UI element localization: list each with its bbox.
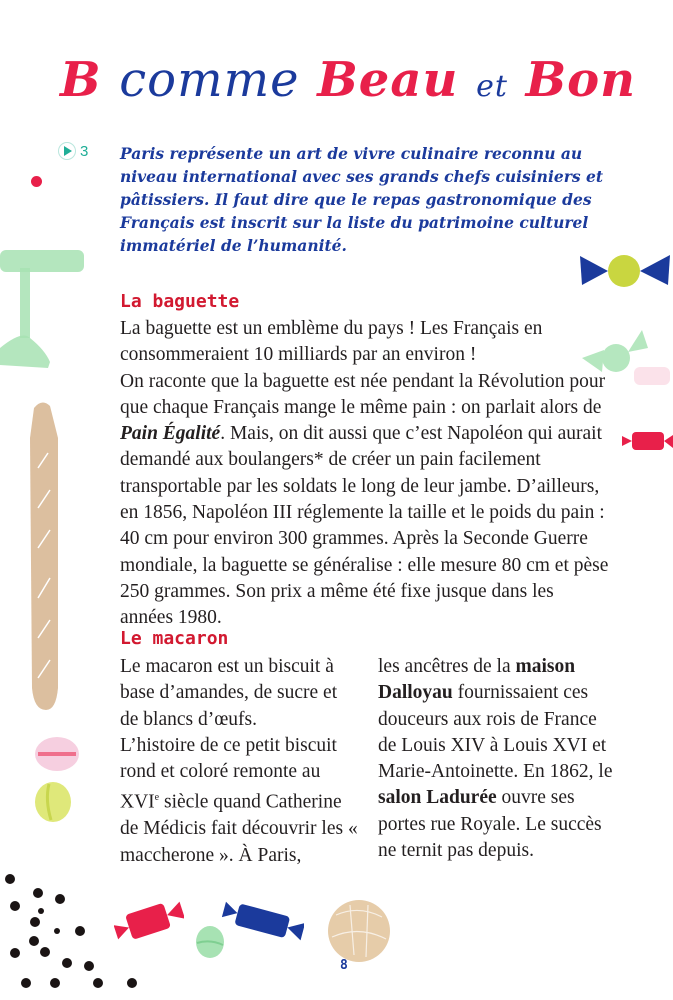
black-dot (29, 936, 39, 946)
pink-candy-illustration (628, 365, 673, 387)
black-dot (40, 947, 50, 957)
black-dot (75, 926, 85, 936)
black-dot (50, 978, 60, 988)
macaron-c2b: fournissaient ces douceurs aux rois de France de Louis XIV à Louis XVI et Marie-Antoinette. En 1862, le (378, 682, 613, 783)
black-dot (30, 917, 40, 927)
title-beau: Beau (317, 52, 459, 108)
superscript-e: e (154, 792, 160, 804)
red-wrapped-candy-illustration (114, 896, 184, 946)
brioche-illustration (326, 895, 392, 967)
macaron-c1c: siècle quand Catherine de Médicis fait découvrir les « maccherone ». À Paris, (120, 791, 358, 866)
black-dot (127, 978, 137, 988)
black-dot (38, 908, 44, 914)
section-heading-macaron: Le macaron (120, 628, 229, 649)
macaron-c1a: Le macaron est un biscuit à base d’amandes, de sucre et de blancs d’œufs. (120, 656, 338, 730)
blue-yellow-candy-illustration (580, 253, 670, 289)
black-dot (33, 888, 43, 898)
red-dot-decoration (31, 176, 42, 187)
black-dot (5, 874, 15, 884)
black-dot (55, 894, 65, 904)
baguette-p2a: On raconte que la baguette est née pendant la Révolution pour que chaque Français mange le même pain : on parlait alors de (120, 370, 606, 418)
pain-egalite-emphasis: Pain Égalité (120, 423, 221, 445)
baguette-p2b: . Mais, on dit aussi que c’est Napoléon qui aurait demandé aux boulangers* de créer un pain facilement transportable par les soldats le long de leur jambe. D’ailleurs, en 1856, Napoléon III réglemente la taille et le poids du pain : 40 cm pour environ 300 grammes. Après la Seconde Guerre mondiale, la baguette se généralise : elle mesure 80 cm et pèse 250 grammes. Son prix a même été fixe jusque dans les années 1980. (120, 423, 609, 629)
title-et: et (476, 69, 508, 104)
baguette-illustration (28, 398, 64, 718)
audio-track-button[interactable] (58, 142, 88, 160)
title-bon: Bon (525, 52, 637, 108)
black-dot (62, 958, 72, 968)
red-candy-illustration (622, 430, 673, 452)
macaron-column-1 (120, 654, 360, 869)
macaron-c2a: les ancêtres de la (378, 656, 516, 677)
macaron-c2c: ouvre ses portes rue Royale. Le succès ne ternit pas depuis. (378, 787, 602, 862)
baguette-text (120, 316, 610, 632)
title-comme: comme (119, 52, 300, 108)
play-icon (58, 142, 76, 160)
black-dot (84, 961, 94, 971)
yellow-macaron-illustration (33, 780, 73, 824)
section-heading-baguette: La baguette (120, 291, 240, 312)
pink-macaron-illustration (34, 735, 80, 773)
green-lamp-illustration (0, 250, 90, 370)
salon-laduree: salon Ladurée (378, 787, 497, 809)
page-number: 8 (340, 958, 348, 973)
macaron-column-2 (378, 654, 618, 864)
black-dot (10, 948, 20, 958)
page-title (60, 52, 636, 108)
black-dot (54, 928, 60, 934)
black-dot (21, 978, 31, 988)
maison-dalloyau: maison Dalloyau (378, 656, 576, 704)
black-dot (10, 901, 20, 911)
baguette-p1: La baguette est un emblème du pays ! Les Français en consommeraient 10 milliards par an environ ! (120, 318, 543, 366)
title-b: B (60, 52, 102, 108)
intro-paragraph: Paris représente un art de vivre culinaire reconnu au niveau international avec ses grands chefs cuisiniers et pâtissiers. Il faut dire que le repas gastronomique des Français est inscrit sur la liste du patrimoine culturel immatériel de l’humanité. (120, 144, 604, 255)
audio-track-number: 3 (80, 142, 89, 160)
black-dot (93, 978, 103, 988)
green-macaron-bottom-illustration (195, 925, 225, 959)
blue-wrapped-candy-illustration (222, 900, 304, 944)
macaron-c1b: L’histoire de ce petit biscuit rond et coloré remonte au XVI (120, 734, 337, 813)
